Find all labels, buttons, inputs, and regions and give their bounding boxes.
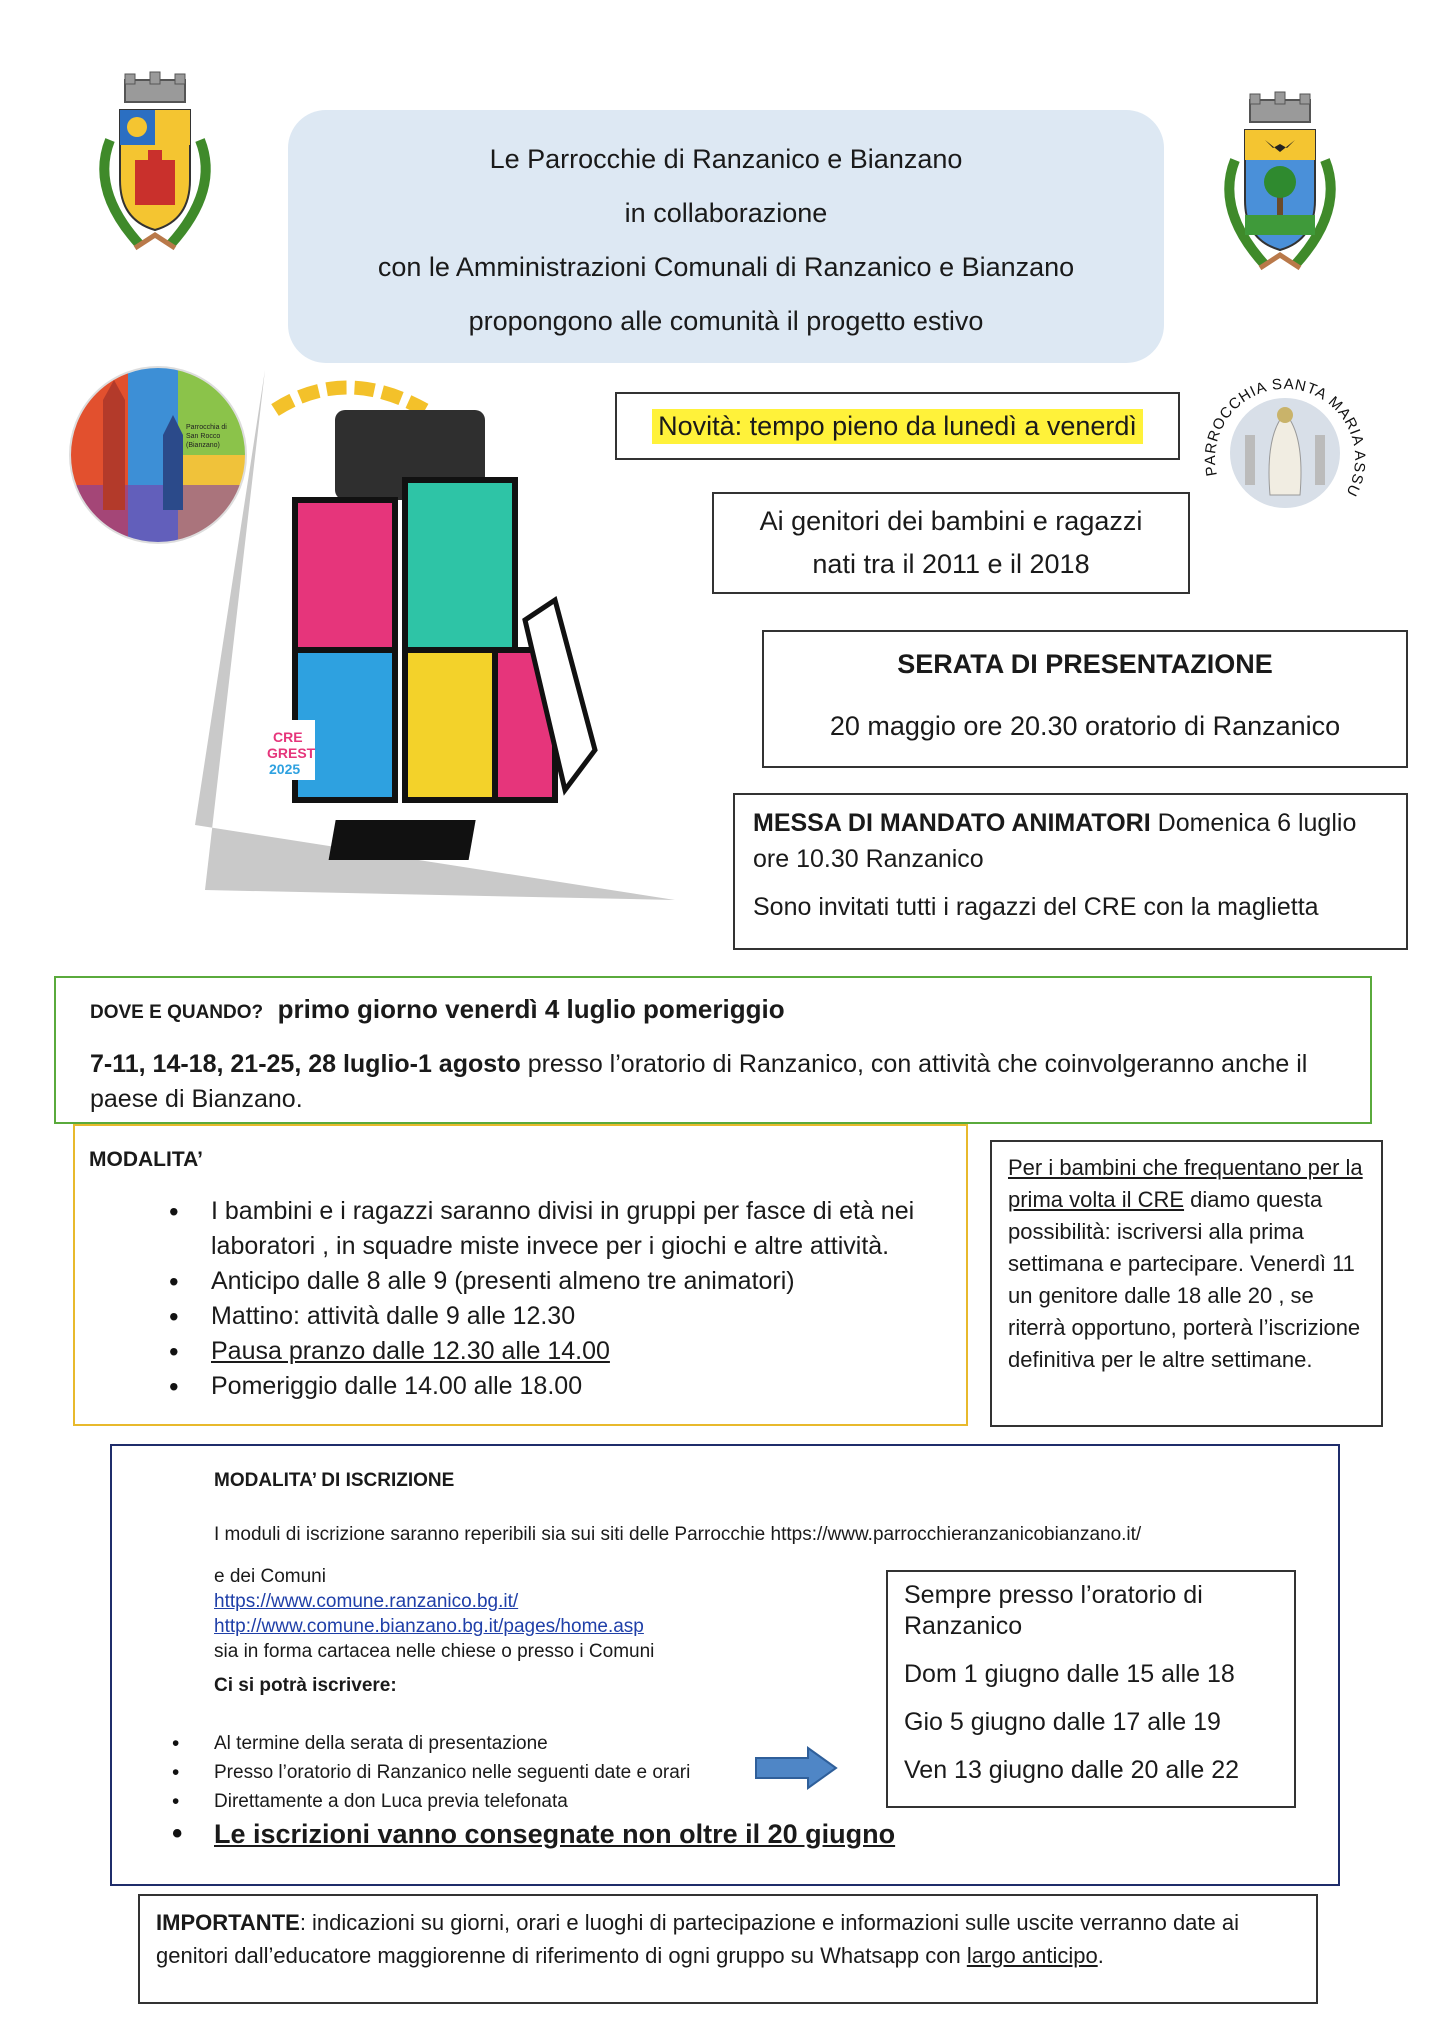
ranzanico-coat-of-arms: [80, 70, 230, 260]
santa-maria-seal: [1195, 355, 1375, 535]
prima-volta-text: diamo questa possibilità: iscriversi alla prima settimana e partecipare. Venerdì 11 un genitore dalle 18 alle 20 , se riterrà opportuno, porterà l’iscrizione definitiva per le altre settimane.: [1008, 1187, 1361, 1372]
list-item: • Pausa pranzo dalle 12.30 alle 14.00: [159, 1334, 950, 1369]
prima-volta-underlined: Per i bambini che frequentano per la prima volta il CRE: [1008, 1155, 1363, 1212]
serata-title: SERATA DI PRESENTAZIONE: [897, 649, 1273, 679]
list-item: • Presso l’oratorio di Ranzanico nelle seguenti date e orari: [162, 1758, 882, 1787]
iscrizione-ci-si: Ci si potrà iscrivere:: [214, 1675, 397, 1696]
san-rocco-caption: Parrocchia di San Rocco (Bianzano): [186, 424, 227, 449]
dates-heading: Sempre presso l’oratorio di Ranzanico: [904, 1581, 1203, 1640]
dove-dates: 7-11, 14-18, 21-25, 28 luglio-1 agosto: [90, 1050, 521, 1078]
importante-end: .: [1097, 1943, 1104, 1968]
dove-label: DOVE E QUANDO?: [90, 1002, 264, 1023]
cre-grest-poster: [195, 370, 675, 910]
arrow-right-icon: [754, 1746, 838, 1790]
svg-text:CRE: CRE: [273, 729, 303, 745]
list-item: • Mattino: attività dalle 9 alle 12.30: [159, 1299, 950, 1334]
iscrizione-moduli: I moduli di iscrizione saranno reperibili sia sui siti delle Parrocchie https://www.parrocchieranzanicobianzano.it/: [214, 1524, 1142, 1545]
date-item: Dom 1 giugno dalle 15 alle 18: [904, 1660, 1235, 1688]
list-item: • Pomeriggio dalle 14.00 alle 18.00: [159, 1369, 950, 1404]
importante-text: : indicazioni su giorni, orari e luoghi di partecipazione e informazioni sulle uscite verranno date ai genitori dall’educatore maggiorenne di riferimento di ogni gruppo su Whatsapp con: [156, 1910, 1240, 1968]
iscrizione-dates-box: [886, 1570, 1296, 1808]
date-item: Ven 13 giugno dalle 20 alle 22: [904, 1756, 1240, 1784]
dove-box: [54, 976, 1372, 1124]
iscrizione-box: [110, 1444, 1340, 1886]
dove-first-day: primo giorno venerdì 4 luglio pomeriggio: [277, 994, 785, 1024]
modalita-list: [89, 1194, 950, 1404]
svg-text:2025: 2025: [269, 761, 301, 777]
seal-text: PARROCCHIA SANTA MARIA ASSU: [1202, 375, 1369, 500]
messa-paragraph: [753, 805, 1388, 877]
list-item: • Al termine della serata di presentazione: [162, 1729, 882, 1758]
date-item: Gio 5 giugno dalle 17 alle 19: [904, 1708, 1221, 1736]
genitori-box: [712, 492, 1190, 594]
iscrizione-title: MODALITA’ DI ISCRIZIONE: [214, 1470, 455, 1491]
iscrizione-cartacea: sia in forma cartacea nelle chiese o presso i Comuni: [214, 1641, 655, 1662]
messa-box: [733, 793, 1408, 950]
serata-detail: 20 maggio ore 20.30 oratorio di Ranzanico: [829, 711, 1341, 741]
importante-box: [138, 1894, 1318, 2004]
modalita-title: MODALITA’: [89, 1148, 203, 1171]
list-item: • I bambini e i ragazzi saranno divisi in gruppi per fasce di età nei laboratori , in squadre miste invece per i giochi e altre attività.: [159, 1194, 950, 1264]
iscrizione-comuni: e dei Comuni: [214, 1566, 326, 1587]
iscrizione-deadline: • Le iscrizioni vanno consegnate non oltre il 20 giugno: [162, 1816, 1062, 1852]
modalita-box: [73, 1124, 968, 1426]
dove-heading: [90, 990, 1340, 1033]
novita-text: Novità: tempo pieno da lunedì a venerdì: [652, 409, 1143, 444]
header-box: [288, 110, 1164, 363]
messa-detail: Domenica 6 luglio ore 10.30 Ranzanico: [753, 809, 1357, 873]
serata-box: [762, 630, 1408, 768]
genitori-line2: nati tra il 2011 e il 2018: [812, 549, 1090, 579]
link-bianzano[interactable]: http://www.comune.bianzano.bg.it/pages/home.asp: [214, 1616, 644, 1637]
header-line: con le Amministrazioni Comunali di Ranzanico e Bianzano: [377, 252, 1075, 282]
genitori-line1: Ai genitori dei bambini e ragazzi: [759, 506, 1143, 536]
svg-text:GREST: GREST: [267, 745, 316, 761]
messa-title: MESSA DI MANDATO ANIMATORI: [753, 809, 1151, 837]
iscrizione-links-block: [214, 1564, 774, 1698]
prima-volta-box: [990, 1140, 1383, 1427]
dove-details: [90, 1047, 1340, 1117]
header-line: Le Parrocchie di Ranzanico e Bianzano: [489, 144, 963, 174]
iscrizione-deadline-list: [162, 1816, 1062, 1852]
importante-label: IMPORTANTE: [156, 1910, 300, 1935]
list-item: • Anticipo dalle 8 alle 9 (presenti almeno tre animatori): [159, 1264, 950, 1299]
importante-underlined: largo anticipo: [966, 1943, 1098, 1968]
novita-box: [615, 392, 1180, 460]
header-line: propongono alle comunità il progetto estivo: [468, 306, 984, 336]
bianzano-coat-of-arms: [1205, 90, 1355, 280]
header-line: in collaborazione: [624, 198, 828, 228]
list-item: • Direttamente a don Luca previa telefonata: [162, 1787, 882, 1816]
messa-note: Sono invitati tutti i ragazzi del CRE con la maglietta: [753, 893, 1319, 921]
link-ranzanico[interactable]: https://www.comune.ranzanico.bg.it/: [214, 1591, 519, 1612]
dove-place: presso l’oratorio di Ranzanico, con attività che coinvolgeranno anche il paese di Bianzano.: [90, 1050, 1308, 1113]
